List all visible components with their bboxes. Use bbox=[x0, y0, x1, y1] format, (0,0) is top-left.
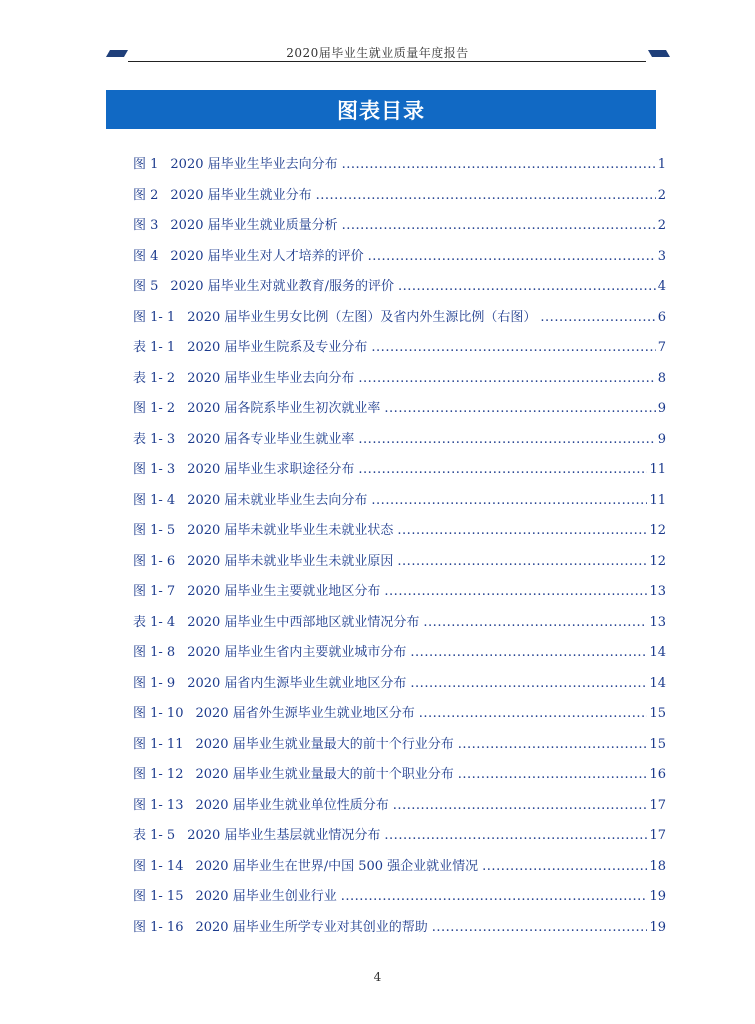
toc-entry-leader-dots bbox=[371, 333, 655, 364]
toc-entry[interactable] bbox=[133, 730, 666, 761]
toc-entry-title: 2020 届各院系毕业生初次就业率 bbox=[187, 401, 381, 416]
toc-entry[interactable] bbox=[133, 333, 666, 364]
toc-entry[interactable] bbox=[133, 547, 666, 578]
toc-entry-title: 2020 届毕业生创业行业 bbox=[195, 889, 337, 904]
toc-entry-page: 13 bbox=[649, 614, 666, 630]
toc-entry-title: 2020 届毕业生院系及专业分布 bbox=[187, 340, 368, 355]
toc-entry-label: 图 1- 1 bbox=[133, 309, 176, 325]
toc-entry-label: 图 3 bbox=[133, 218, 159, 233]
toc-entry-page: 6 bbox=[657, 309, 666, 325]
toc-entry[interactable] bbox=[133, 181, 666, 212]
header-divider bbox=[128, 61, 646, 62]
toc-entry[interactable] bbox=[133, 516, 666, 547]
toc-entry-label: 图 1- 15 bbox=[133, 889, 184, 904]
toc-entry-label: 图 1- 14 bbox=[133, 858, 184, 874]
toc-entry-leader-dots bbox=[398, 272, 656, 303]
toc-entry-label: 图 1 bbox=[133, 157, 159, 172]
toc-entry[interactable] bbox=[133, 486, 666, 517]
toc-entry[interactable] bbox=[133, 211, 666, 242]
toc-entry-leader-dots bbox=[368, 242, 656, 273]
toc-entry-title: 2020 届毕业生对人才培养的评价 bbox=[170, 248, 364, 264]
toc-entry-page: 14 bbox=[649, 675, 666, 691]
toc-entry-label: 图 1- 8 bbox=[133, 645, 176, 660]
toc-entry-title: 2020 届毕业生就业分布 bbox=[170, 187, 312, 203]
toc-entry-title: 2020 届毕未就业毕业生未就业状态 bbox=[187, 523, 394, 538]
toc-entry[interactable] bbox=[133, 913, 666, 944]
toc-entry-leader-dots bbox=[384, 394, 655, 425]
toc-entry-leader-dots bbox=[397, 547, 647, 578]
toc-entry[interactable] bbox=[133, 760, 666, 791]
toc-entry-title: 2020 届省内生源毕业生就业地区分布 bbox=[187, 675, 407, 691]
toc-entry-label: 图 1- 5 bbox=[133, 523, 176, 538]
toc-entry-title: 2020 届毕业生主要就业地区分布 bbox=[187, 584, 381, 599]
toc-entry-title: 2020 届毕业生就业量最大的前十个行业分布 bbox=[195, 736, 454, 752]
toc-entry-page: 16 bbox=[649, 767, 666, 782]
toc-entry-leader-dots bbox=[341, 882, 648, 913]
toc-entry[interactable] bbox=[133, 425, 666, 456]
toc-entry[interactable] bbox=[133, 791, 666, 822]
toc-entry-label: 图 1- 16 bbox=[133, 919, 184, 935]
toc-entry-title: 2020 届毕业生省内主要就业城市分布 bbox=[187, 645, 407, 660]
toc-entry-leader-dots bbox=[458, 730, 648, 761]
toc-entry[interactable] bbox=[133, 882, 666, 913]
toc-entry-leader-dots bbox=[432, 913, 648, 944]
toc-entry-page: 15 bbox=[649, 736, 666, 752]
toc-entry-label: 图 2 bbox=[133, 187, 159, 203]
toc-entry[interactable] bbox=[133, 608, 666, 639]
toc-entry-page: 17 bbox=[649, 797, 666, 813]
toc-entry-leader-dots bbox=[342, 150, 656, 181]
toc-entry-label: 图 1- 13 bbox=[133, 797, 184, 813]
toc-entry-title: 2020 届未就业毕业生去向分布 bbox=[187, 492, 368, 508]
toc-entry-page: 19 bbox=[649, 919, 666, 935]
toc-entry-title: 2020 届毕业生毕业去向分布 bbox=[170, 157, 338, 172]
toc-entry[interactable] bbox=[133, 364, 666, 395]
toc-entry[interactable] bbox=[133, 150, 666, 181]
toc-entry-title: 2020 届毕未就业毕业生未就业原因 bbox=[187, 553, 394, 569]
toc-entry-label: 图 1- 2 bbox=[133, 401, 176, 416]
toc-entry[interactable] bbox=[133, 455, 666, 486]
toc-entry-label: 图 1- 9 bbox=[133, 675, 176, 691]
toc-entry[interactable] bbox=[133, 669, 666, 700]
toc-entry-label: 图 1- 7 bbox=[133, 584, 176, 599]
toc-entry-leader-dots bbox=[358, 455, 647, 486]
toc-entry-title: 2020 届毕业生就业单位性质分布 bbox=[195, 797, 389, 813]
toc-entry-page: 9 bbox=[657, 401, 666, 416]
toc-entry-leader-dots bbox=[358, 364, 655, 395]
toc-entry-page: 17 bbox=[649, 828, 666, 843]
toc-entry-label: 图 4 bbox=[133, 248, 159, 264]
toc-entry-leader-dots bbox=[482, 852, 647, 883]
toc-entry-label: 表 1- 2 bbox=[133, 370, 176, 386]
toc-entry-title: 2020 届毕业生求职途径分布 bbox=[187, 462, 355, 477]
toc-entry-page: 2 bbox=[657, 218, 666, 233]
header-mark-right bbox=[648, 50, 670, 57]
toc-entry-page: 12 bbox=[649, 553, 666, 569]
toc-entry-page: 11 bbox=[649, 492, 666, 508]
toc-entry-leader-dots bbox=[384, 821, 647, 852]
toc-entry-page: 13 bbox=[649, 584, 666, 599]
toc-entry-leader-dots bbox=[384, 577, 647, 608]
toc-entry-leader-dots bbox=[358, 425, 655, 456]
toc-entry-title: 2020 届毕业生中西部地区就业情况分布 bbox=[187, 614, 420, 630]
toc-entry[interactable] bbox=[133, 638, 666, 669]
toc-entry-label: 图 1- 10 bbox=[133, 706, 184, 721]
toc-banner-title: 图表目录 bbox=[337, 98, 425, 123]
toc-entry-leader-dots bbox=[423, 608, 647, 639]
toc-entry[interactable] bbox=[133, 852, 666, 883]
toc-entry-page: 14 bbox=[649, 645, 666, 660]
toc-entry-page: 1 bbox=[657, 157, 666, 172]
toc-entry-page: 15 bbox=[649, 706, 666, 721]
toc-entry-page: 11 bbox=[649, 462, 666, 477]
toc-entry-label: 表 1- 1 bbox=[133, 340, 176, 355]
toc-entry[interactable] bbox=[133, 394, 666, 425]
toc-entry-title: 2020 届毕业生所学专业对其创业的帮助 bbox=[195, 919, 428, 935]
toc-entry-title: 2020 届毕业生毕业去向分布 bbox=[187, 370, 355, 386]
toc-entry[interactable] bbox=[133, 303, 666, 334]
toc-entry-label: 表 1- 5 bbox=[133, 828, 176, 843]
toc-entry-page: 12 bbox=[649, 523, 666, 538]
page-number: 4 bbox=[373, 970, 382, 984]
toc-entry[interactable] bbox=[133, 272, 666, 303]
toc-entry-leader-dots bbox=[342, 211, 656, 242]
toc-entry-leader-dots bbox=[540, 303, 655, 334]
toc-entry-page: 2 bbox=[657, 187, 666, 203]
toc-entry-label: 表 1- 4 bbox=[133, 614, 176, 630]
toc-entry-leader-dots bbox=[419, 699, 648, 730]
header-title: 2020届毕业生就业质量年度报告 bbox=[286, 46, 469, 60]
toc-entry-leader-dots bbox=[410, 669, 647, 700]
toc-entry-page: 4 bbox=[657, 279, 666, 294]
toc-entry-page: 18 bbox=[649, 858, 666, 874]
toc-entry-page: 19 bbox=[649, 889, 666, 904]
toc-entry-label: 表 1- 3 bbox=[133, 431, 176, 447]
toc-entry-title: 2020 届毕业生男女比例（左图）及省内外生源比例（右图） bbox=[187, 309, 537, 325]
toc-entry-label: 图 1- 11 bbox=[133, 736, 184, 752]
toc-entry-leader-dots bbox=[371, 486, 647, 517]
toc-entry-label: 图 1- 3 bbox=[133, 462, 176, 477]
toc-entry-title: 2020 届各专业毕业生就业率 bbox=[187, 431, 355, 447]
toc-entry[interactable] bbox=[133, 242, 666, 273]
toc-banner bbox=[106, 90, 656, 129]
toc-entry[interactable] bbox=[133, 821, 666, 852]
toc-entry-label: 图 1- 6 bbox=[133, 553, 176, 569]
toc-entry-label: 图 5 bbox=[133, 279, 159, 294]
toc-entry-title: 2020 届省外生源毕业生就业地区分布 bbox=[195, 706, 415, 721]
toc-entry-title: 2020 届毕业生基层就业情况分布 bbox=[187, 828, 381, 843]
toc-entry-page: 9 bbox=[657, 431, 666, 447]
toc-entry-leader-dots bbox=[393, 791, 648, 822]
toc-entry-leader-dots bbox=[397, 516, 647, 547]
toc-entry-leader-dots bbox=[458, 760, 648, 791]
toc-entry-leader-dots bbox=[410, 638, 647, 669]
toc-entry-title: 2020 届毕业生就业量最大的前十个职业分布 bbox=[195, 767, 454, 782]
toc-entry[interactable] bbox=[133, 577, 666, 608]
toc-entry-page: 3 bbox=[657, 248, 666, 264]
toc-entry-label: 图 1- 12 bbox=[133, 767, 184, 782]
toc-entry-title: 2020 届毕业生对就业教育/服务的评价 bbox=[170, 279, 395, 294]
toc-entry-label: 图 1- 4 bbox=[133, 492, 176, 508]
toc-entry-page: 8 bbox=[657, 370, 666, 386]
toc-entry[interactable] bbox=[133, 699, 666, 730]
toc-entry-title: 2020 届毕业生就业质量分析 bbox=[170, 218, 338, 233]
toc-entry-page: 7 bbox=[657, 340, 666, 355]
toc-entry-leader-dots bbox=[316, 181, 656, 212]
toc-entry-title: 2020 届毕业生在世界/中国 500 强企业就业情况 bbox=[195, 858, 479, 874]
table-of-contents bbox=[133, 150, 666, 943]
